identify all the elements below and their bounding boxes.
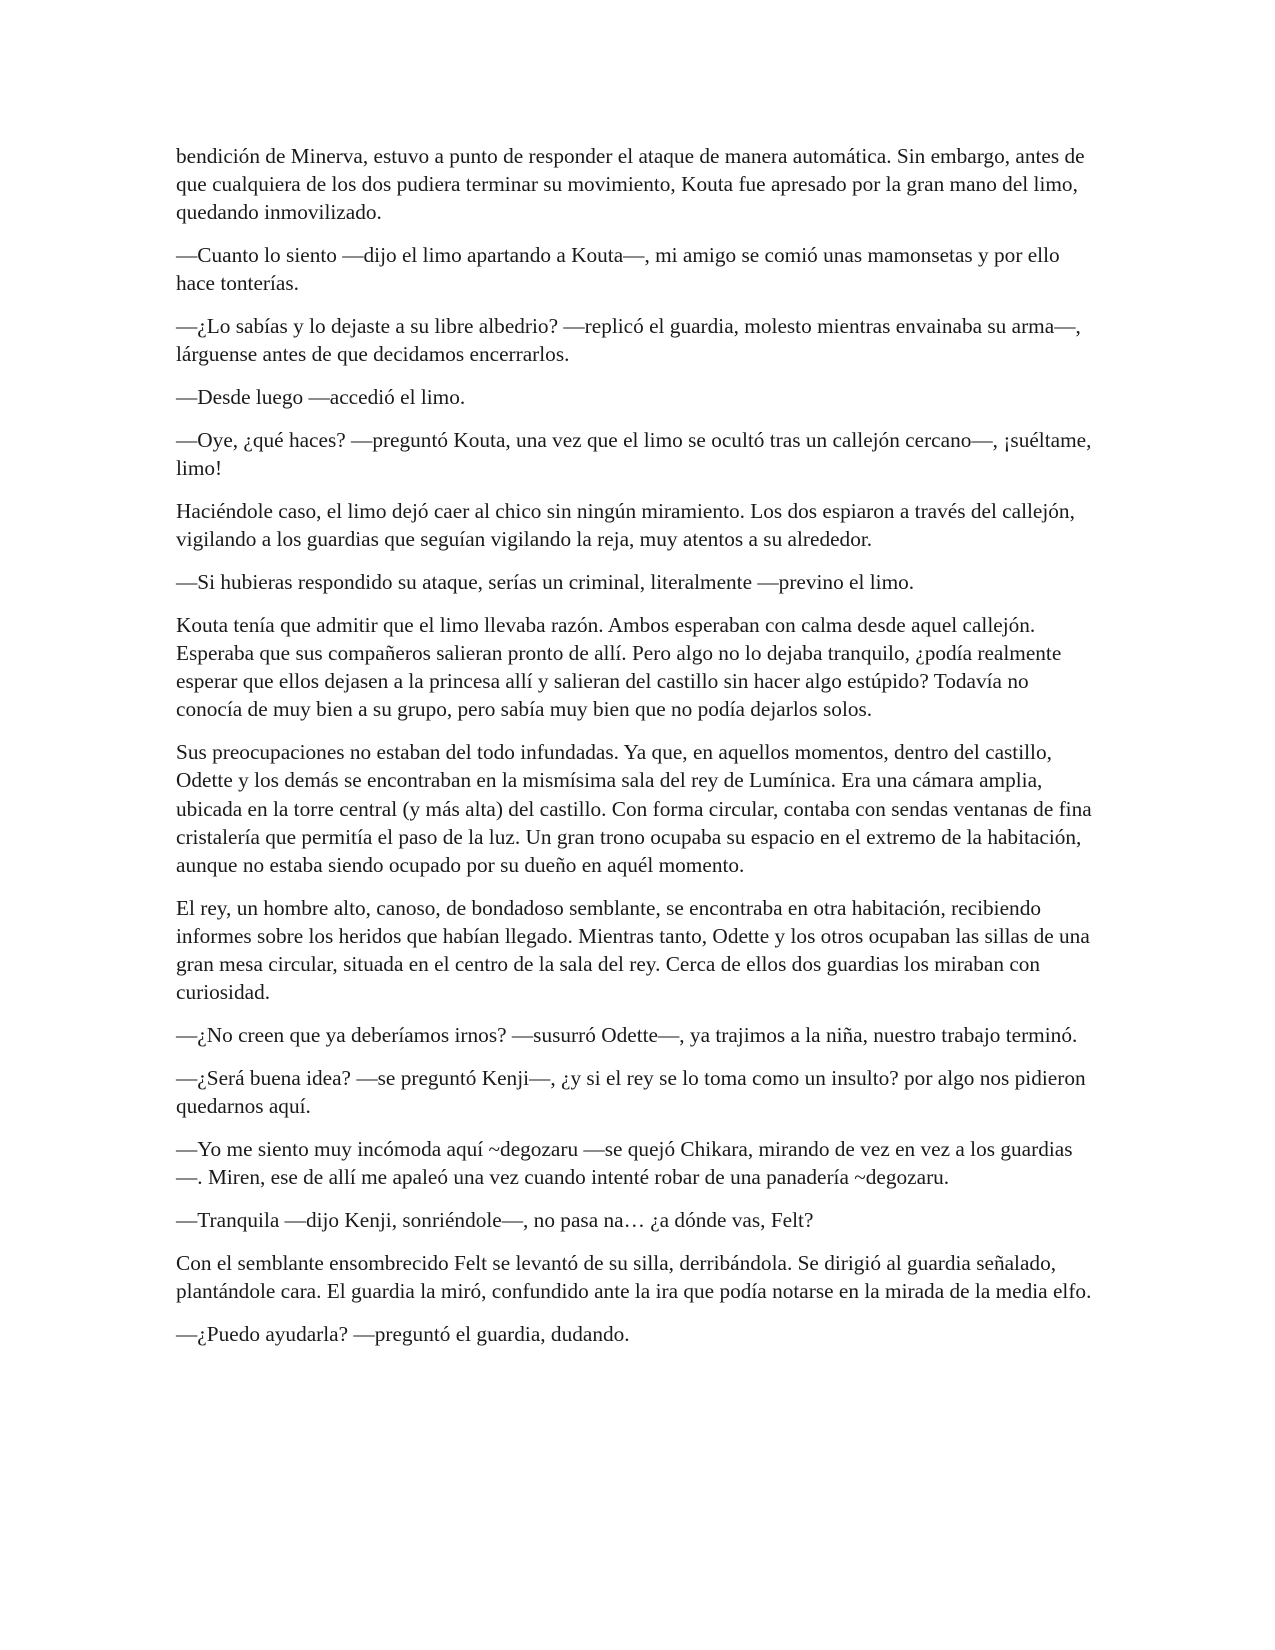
paragraph: —Oye, ¿qué haces? —preguntó Kouta, una vez que el limo se ocultó tras un callejón cercano—, ¡suéltame, limo! <box>176 428 1092 481</box>
paragraph: El rey, un hombre alto, canoso, de bondadoso semblante, se encontraba en otra habitación, recibiendo informes sobre los heridos que habían llegado. Mientras tanto, Odette y los otros ocupaban las sillas de una gran mesa circular, situada en el centro de la sala del rey. Cerca de ellos dos guardias los miraban con curiosidad. <box>176 895 1090 1005</box>
paragraph: —Si hubieras respondido su ataque, serías un criminal, literalmente —previno el limo. <box>176 570 915 594</box>
paragraph: Sus preocupaciones no estaban del todo infundadas. Ya que, en aquellos momentos, dentro del castillo, Odette y los demás se encontraban en la mismísima sala del rey de Lumínica. Era una cámara amplia, ubicada en la torre central (y más alta) del castillo. Con forma circular, contaba con sendas ventanas de fina cristalería que permitía el paso de la luz. Un gran trono ocupaba su espacio en el extremo de la habitación, aunque no estaba siendo ocupado por su dueño en aquél momento. <box>176 740 1092 878</box>
paragraph: Kouta tenía que admitir que el limo llevaba razón. Ambos esperaban con calma desde aquel callejón. Esperaba que sus compañeros salieran pronto de allí. Pero algo no lo dejaba tranquilo, ¿podía realmente esperar que ellos dejasen a la princesa allí y salieran del castillo sin hacer algo estúpido? Todavía no conocía de muy bien a su grupo, pero sabía muy bien que no podía dejarlos solos. <box>176 612 1062 722</box>
paragraph: —¿Lo sabías y lo dejaste a su libre albedrio? —replicó el guardia, molesto mientras envainaba su arma—, lárguense antes de que decidamos encerrarlos. <box>176 314 1081 367</box>
paragraph: —¿No creen que ya deberíamos irnos? —susurró Odette—, ya trajimos a la niña, nuestro trabajo terminó. <box>176 1023 1078 1048</box>
paragraph: Haciéndole caso, el limo dejó caer al chico sin ningún miramiento. Los dos espiaron a través del callejón, vigilando a los guardias que seguían vigilando la reja, muy atentos a su alrededor. <box>176 499 1075 552</box>
paragraph: —¿Será buena idea? —se preguntó Kenji—, ¿y si el rey se lo toma como un insulto? por algo nos pidieron quedarnos aquí. <box>176 1066 1086 1119</box>
paragraph: —Yo me siento muy incómoda aquí ~degozaru —se quejó Chikara, mirando de vez en vez a los guardias—. Miren, ese de allí me apaleó una vez cuando intenté robar de una panadería ~degozaru. <box>176 1137 1073 1190</box>
paragraph: bendición de Minerva, estuvo a punto de responder el ataque de manera automática. Sin embargo, antes de que cualquiera de los dos pudiera terminar su movimiento, Kouta fue apresado por la gran mano del limo, quedando inmovilizado. <box>176 144 1085 225</box>
paragraph: —Desde luego —accedió el limo. <box>176 385 466 410</box>
document-page <box>176 142 1096 1363</box>
paragraph: Con el semblante ensombrecido Felt se levantó de su silla, derribándola. Se dirigió al guardia señalado, plantándole cara. El guardia la miró, confundido ante la ira que podía notarse en la mirada de la media elfo. <box>176 1250 1092 1304</box>
paragraph: —Tranquila —dijo Kenji, sonriéndole—, no pasa na… ¿a dónde vas, Felt? <box>176 1208 814 1233</box>
paragraph: —¿Puedo ayudarla? —preguntó el guardia, dudando. <box>176 1321 630 1346</box>
paragraph: —Cuanto lo siento —dijo el limo apartando a Kouta—, mi amigo se comió unas mamonsetas y por ello hace tonterías. <box>176 243 1060 296</box>
